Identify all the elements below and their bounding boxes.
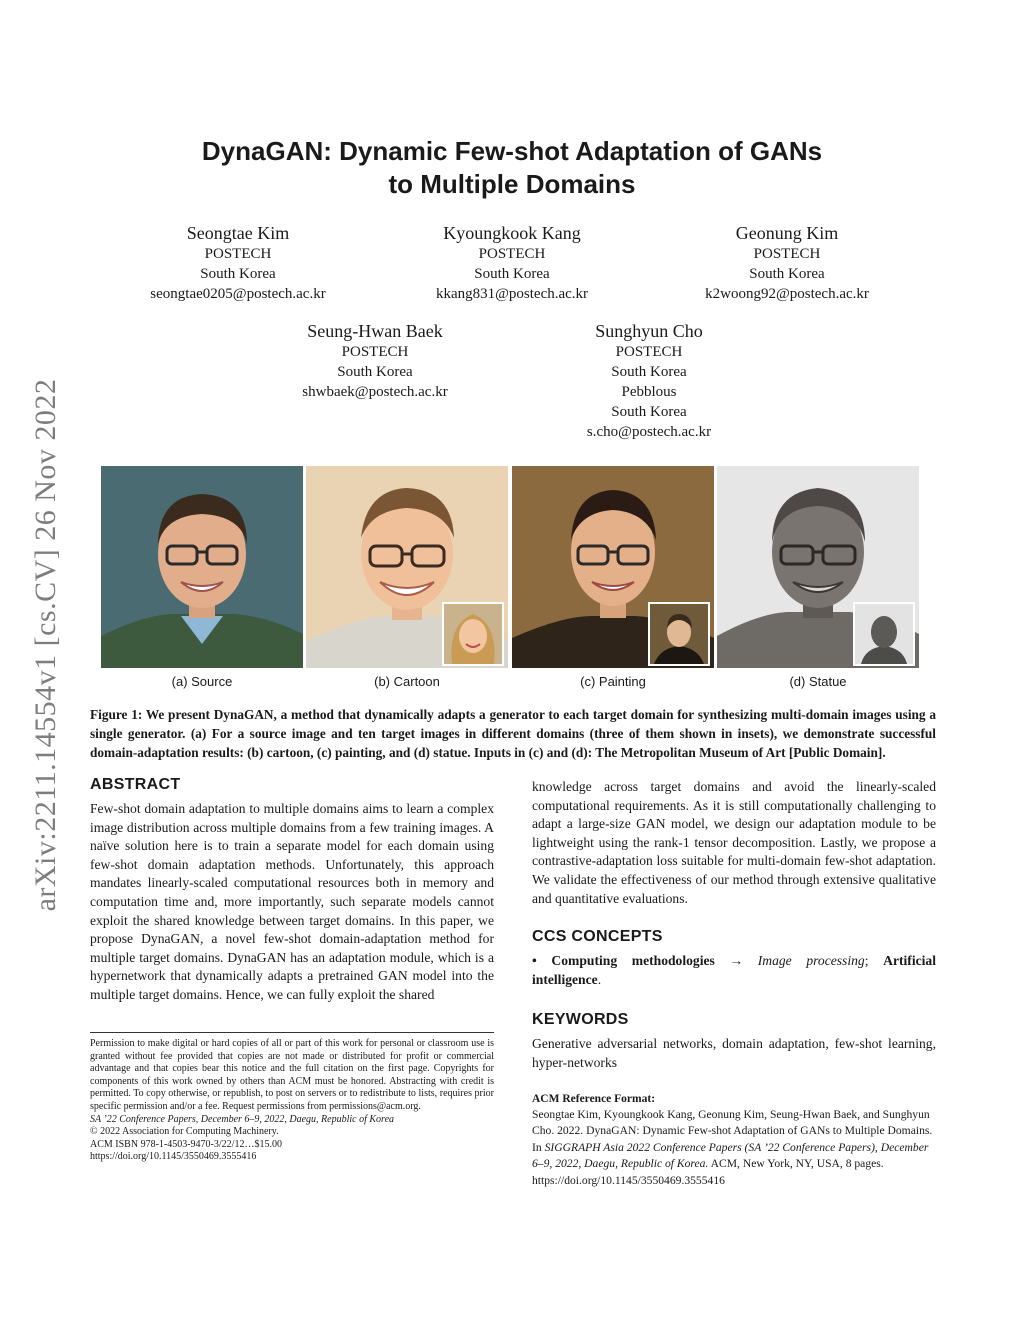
left-column [90,776,494,1005]
author-block [412,222,612,304]
figure-panel-painting [512,466,714,668]
title-line-1: DynaGAN: Dynamic Few-shot Adaptation of GANs [201,136,823,166]
author-country: South Korea [337,364,413,380]
figure-panel-source [101,466,303,668]
ccs-concepts [532,952,936,989]
author-country-2: South Korea [611,404,687,420]
author-affiliation: POSTECH [478,246,546,262]
acm-reference-text [532,1107,936,1190]
portrait-source-image [101,466,303,668]
statue-reference-image [855,604,913,664]
figure-panel-statue [717,466,919,668]
author-block [138,222,338,304]
author-affiliation: POSTECH [341,344,409,360]
figure-label-source: (a) Source [171,674,233,689]
abstract-text-right: knowledge across target domains and avoid the linearly-scaled computational requirements. As it is still computationally challenging to adapt a large-size GAN model, we design our adaptation module to be lightweight using the rank-1 tensor decomposition. Lastly, we propose a contrastive-adaptation loss suitable for multi-domain few-shot adaptation. We validate the effectiveness of our method through extensive qualitative and quantitative evaluations. [532,779,936,906]
ccs-term-computing: Computing methodologies [551,953,715,969]
doi-link[interactable]: https://doi.org/10.1145/3550469.3555416 [90,1151,257,1163]
author-name: Seongtae Kim [186,223,290,243]
target-inset-painting [648,602,710,666]
right-column [532,778,936,1190]
author-country: South Korea [611,364,687,380]
author-name: Seung-Hwan Baek [307,321,443,341]
author-email[interactable]: shwbaek@postech.ac.kr [302,384,448,400]
author-block [687,222,887,304]
permission-notice: Permission to make digital or hard copies of all or part of this work for personal or classroom use is granted without fee provided that copies are not made or distributed for profit or commercial advantage and that copies bear this notice and the full citation on the first page. Copyrights for components of this work owned by others than ACM must be honored. Abstracting with credit is permitted. To copy otherwise, or republish, to post on servers or to redistribute to lists, requires prior specific permission and/or a fee. Request permissions from permissions@acm.org. [90,1038,494,1112]
author-block [549,320,749,442]
author-email[interactable]: s.cho@postech.ac.kr [586,424,712,440]
author-email[interactable]: k2woong92@postech.ac.kr [705,286,869,302]
author-name: Kyoungkook Kang [443,223,581,243]
ccs-term-image-processing: Image processing [757,953,865,969]
author-email[interactable]: kkang831@postech.ac.kr [435,286,589,302]
author-block [275,320,475,402]
isbn-line: ACM ISBN 978-1-4503-9470-3/22/12…$15.00 [90,1138,282,1150]
copyright-line: © 2022 Association for Computing Machinery. [90,1126,279,1138]
ccs-arrow: → [729,953,744,969]
painting-reference-image [650,604,708,664]
ccs-end: . [597,971,602,987]
author-country: South Korea [474,266,550,282]
ccs-separator: ; [864,953,869,969]
ccs-bullet: • [532,953,537,969]
abstract-text-left: Few-shot domain adaptation to multiple domains aims to learn a complex image distribution across multiple domains from a few training images. A naïve solution here is to train a separate model for each domain using few-shot domain adaptation methods. Unfortunately, this approach mandates linearly-scaled computational resources both in memory and computation time and, more importantly, such separate models cannot exploit the shared knowledge between target domains. In this paper, we propose DynaGAN, a novel few-shot domain-adaptation method for multiple target domains. DynaGAN has an adaptation module, which is a hypernetwork that dynamically adapts a pretrained GAN model into the multiple target domains. Hence, we can fully exploit the shared [90,801,494,1002]
arxiv-sidebar [20,345,72,945]
author-country: South Korea [200,266,276,282]
author-affiliation: POSTECH [753,246,821,262]
abstract-heading: ABSTRACT [90,776,181,793]
figure-label-painting: (c) Painting [580,674,646,689]
author-country: South Korea [749,266,825,282]
figure-caption: Figure 1: We present DynaGAN, a method that dynamically adapts a generator to each target domain for synthesizing multi-domain images using a single generator. (a) For a source image and ten target images in different domains (three of them shown in insets), we demonstrate successful domain-adaptation results: (b) cartoon, (c) painting, and (d) statue. Inputs in (c) and (d): The Metropolitan Museum of Art [Public Domain]. [90,707,936,761]
figure-panel-cartoon [306,466,508,668]
author-name: Sunghyun Cho [595,321,703,341]
target-inset-statue [853,602,915,666]
title-line-2: to Multiple Domains [388,169,636,199]
keywords-text: Generative adversarial networks, domain adaptation, few-shot learning, hyper-networks [532,1036,936,1070]
acm-reference-tail: ACM, New York, NY, USA, 8 pages. https://doi.org/10.1145/3550469.3555416 [532,1157,884,1187]
ccs-heading: CCS CONCEPTS [532,928,663,946]
copyright-footnote [90,1032,494,1164]
figure-label-cartoon: (b) Cartoon [374,674,440,689]
author-name: Geonung Kim [735,223,839,243]
acm-reference-venue: SIGGRAPH Asia 2022 Conference Papers (SA ’22 Conference Papers), December 6–9, 2022, Daegu, Republic of Korea. [532,1140,929,1171]
author-affiliation: POSTECH [204,246,272,262]
keywords-heading: KEYWORDS [532,1011,629,1029]
ccs-term-ai: Artificial intelligence [532,953,936,987]
acm-reference-heading: ACM Reference Format: [532,1092,656,1105]
author-email[interactable]: seongtae0205@postech.ac.kr [150,286,326,302]
arxiv-identifier: arXiv:2211.14554v1 [cs.CV] 26 Nov 2022 [29,378,62,912]
figure-label-statue: (d) Statue [789,674,847,689]
paper-title [112,135,912,201]
target-inset-cartoon [442,602,504,666]
author-affiliation-2: Pebblous [621,384,677,400]
acm-reference-authors: Seongtae Kim, Kyoungkook Kang, Geonung Kim, Seung-Hwan Baek, and Sunghyun Cho. 2022. DynaGAN: Dynamic Few-shot Adaptation of GANs to Multiple Domains. In [532,1107,933,1154]
author-affiliation: POSTECH [615,344,683,360]
cartoon-reference-image [444,604,502,664]
conference-line: SA ’22 Conference Papers, December 6–9, 2022, Daegu, Republic of Korea [90,1113,395,1125]
